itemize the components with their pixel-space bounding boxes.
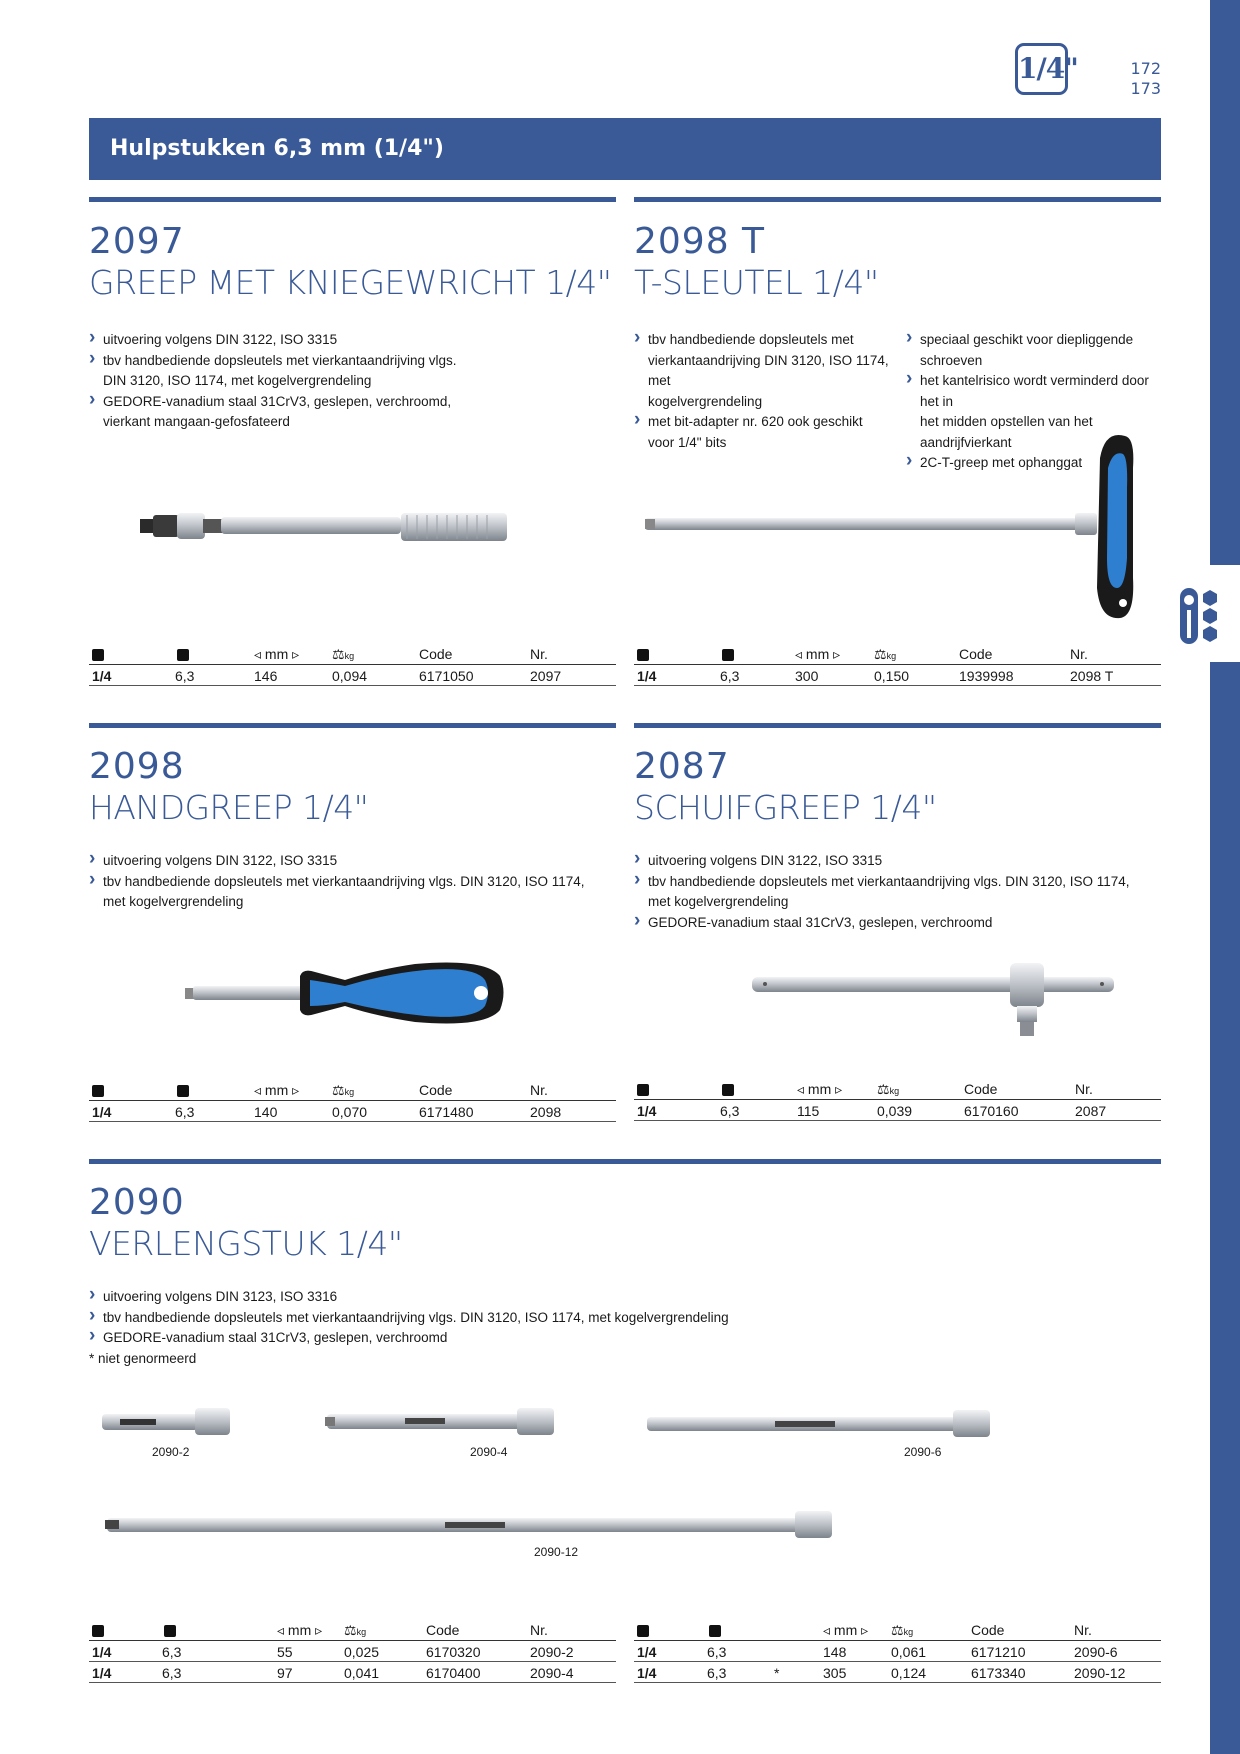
product-number: 2098 T — [634, 221, 766, 262]
extension-2090-2-image — [100, 1405, 235, 1437]
product-number: 2097 — [89, 221, 185, 262]
feature-item: › tbv handbediende dopsleutels met vierkantaandrijving vlgs. DIN 3120, ISO 1174, — [634, 872, 1161, 893]
feature-item: › GEDORE-vanadium staal 31CrV3, geslepen, verchroomd — [89, 1328, 989, 1349]
feature-item-cont: met kogelvergrendeling — [103, 894, 244, 909]
size-badge: 1/4" — [1015, 43, 1068, 95]
tool-label: 2090-4 — [470, 1445, 508, 1459]
feature-item-cont: DIN 3120, ISO 1174, met kogelvergrendeling — [103, 373, 372, 388]
feature-item: › 2C-T-greep met ophanggat — [906, 453, 1168, 474]
feature-list — [89, 330, 609, 433]
square-size-icon — [177, 1085, 189, 1097]
code-header: Code — [971, 1622, 1005, 1638]
feature-item: › uitvoering volgens DIN 3122, ISO 3315 — [89, 330, 609, 351]
knuckle-handle-image — [135, 505, 515, 549]
table-row: 1/4 6,3 115 0,039 6170160 2087 — [634, 1100, 1161, 1121]
weight-icon: ⚖kg — [877, 1081, 900, 1097]
product-number: 2090 — [89, 1182, 185, 1223]
square-size-icon — [722, 1084, 734, 1096]
spec-table — [89, 1079, 616, 1122]
tool-label: 2090-12 — [534, 1545, 579, 1559]
tool-label: 2090-6 — [904, 1445, 942, 1459]
section-rule — [89, 1159, 1161, 1164]
feature-item-cont: vierkant mangaan-gefosfateerd — [103, 414, 290, 429]
nr-header: Nr. — [1074, 1622, 1092, 1638]
code-header: Code — [419, 646, 453, 662]
table-row: 1/4 6,3 55 0,025 6170320 2090-2 — [89, 1641, 616, 1662]
screwdriver-handle-image — [185, 958, 505, 1028]
t-handle-image — [645, 428, 1135, 628]
table-row: 1/4 6,3 140 0,070 6171480 2098 — [89, 1101, 616, 1122]
footnote: * niet genormeerd — [89, 1350, 197, 1366]
product-title: VERLENGSTUK 1/4" — [89, 1224, 403, 1263]
feature-item: › tbv handbediende dopsleutels met — [634, 330, 899, 351]
nr-header: Nr. — [530, 1622, 548, 1638]
code-header: Code — [419, 1082, 453, 1098]
feature-list — [634, 851, 1161, 933]
page-number: 173 — [1130, 79, 1161, 98]
spec-table — [634, 1619, 1161, 1683]
square-drive-icon — [92, 1085, 104, 1097]
square-size-icon — [177, 649, 189, 661]
feature-item-cont: vierkantaandrijving DIN 3120, ISO 1174, met — [648, 352, 889, 388]
ratchet-hex-icon — [1178, 588, 1222, 644]
table-row: 1/4 6,3 * 305 0,124 6173340 2090-12 — [634, 1662, 1161, 1683]
extension-2090-12-image — [105, 1508, 835, 1540]
table-header: ◃ mm ▹ ⚖kg Code Nr. — [634, 1078, 1161, 1100]
extension-2090-4-image — [325, 1405, 560, 1437]
weight-icon: ⚖kg — [332, 646, 355, 662]
nr-header: Nr. — [530, 1082, 548, 1098]
table-header: ◃ mm ▹ ⚖kg Code Nr. — [89, 1079, 616, 1101]
nr-header: Nr. — [1070, 646, 1088, 662]
square-size-icon — [164, 1625, 176, 1637]
section-rule — [634, 197, 1161, 202]
feature-list — [89, 1287, 989, 1369]
extension-2090-6-image — [645, 1407, 995, 1439]
feature-item: › speciaal geschikt voor diepliggende schroeven — [906, 330, 1168, 371]
spec-table — [634, 643, 1161, 686]
weight-icon: ⚖kg — [332, 1082, 355, 1098]
table-row: 1/4 6,3 148 0,061 6171210 2090-6 — [634, 1641, 1161, 1662]
code-header: Code — [959, 646, 993, 662]
feature-item-cont: kogelvergrendeling — [648, 393, 763, 409]
feature-item: › het kantelrisico wordt verminderd door het in — [906, 371, 1168, 412]
square-size-icon — [709, 1625, 721, 1637]
feature-item: › uitvoering volgens DIN 3122, ISO 3315 — [634, 851, 1161, 872]
square-drive-icon — [637, 1084, 649, 1096]
spec-table — [89, 643, 616, 686]
feature-item: › tbv handbediende dopsleutels met vierkantaandrijving vlgs. DIN 3120, ISO 1174, met kogelvergrendeling — [89, 1308, 989, 1329]
nr-header: Nr. — [530, 646, 548, 662]
square-drive-icon — [637, 1625, 649, 1637]
feature-item: › uitvoering volgens DIN 3123, ISO 3316 — [89, 1287, 989, 1308]
feature-item: › met bit-adapter nr. 620 ook geschikt — [634, 412, 899, 433]
table-header: ◃ mm ▹ ⚖kg Code Nr. — [634, 643, 1161, 665]
page-title: Hulpstukken 6,3 mm (1/4") — [89, 118, 1161, 180]
feature-item: › GEDORE-vanadium staal 31CrV3, geslepen, verchroomd — [634, 913, 1161, 934]
side-tab-bar-lower — [1210, 662, 1240, 1754]
feature-item: › GEDORE-vanadium staal 31CrV3, geslepen, verchroomd, — [89, 392, 609, 413]
nr-header: Nr. — [1075, 1081, 1093, 1097]
product-title: T-SLEUTEL 1/4" — [634, 263, 879, 302]
table-header: ◃ mm ▹ ⚖kg Code Nr. — [634, 1619, 1161, 1641]
feature-item-cont: het midden opstellen van het aandrijfvierkant — [920, 414, 1093, 450]
section-rule — [634, 723, 1161, 728]
square-drive-icon — [92, 1625, 104, 1637]
code-header: Code — [964, 1081, 998, 1097]
feature-item: › tbv handbediende dopsleutels met vierkantaandrijving vlgs. — [89, 351, 609, 372]
page-number: 172 — [1130, 59, 1161, 78]
weight-icon: ⚖kg — [344, 1622, 367, 1638]
tool-label: 2090-2 — [152, 1445, 190, 1459]
table-row: 1/4 6,3 97 0,041 6170400 2090-4 — [89, 1662, 616, 1683]
square-drive-icon — [92, 649, 104, 661]
side-tab-bar — [1210, 0, 1240, 565]
product-title: GREEP MET KNIEGEWRICHT 1/4" — [89, 263, 612, 302]
spec-table — [89, 1619, 616, 1683]
feature-item-cont: voor 1/4" bits — [648, 434, 727, 450]
product-number: 2098 — [89, 746, 185, 787]
product-number: 2087 — [634, 746, 730, 787]
page-numbers — [1125, 59, 1161, 99]
feature-item: › tbv handbediende dopsleutels met vierkantaandrijving vlgs. DIN 3120, ISO 1174, — [89, 872, 616, 893]
weight-icon: ⚖kg — [874, 646, 897, 662]
table-row: 1/4 6,3 146 0,094 6171050 2097 — [89, 665, 616, 686]
table-row: 1/4 6,3 300 0,150 1939998 2098 T — [634, 665, 1161, 686]
product-title: SCHUIFGREEP 1/4" — [634, 788, 937, 827]
feature-list — [89, 851, 616, 913]
code-header: Code — [426, 1622, 460, 1638]
feature-item-cont: met kogelvergrendeling — [648, 894, 789, 909]
square-drive-icon — [637, 649, 649, 661]
spec-table — [634, 1078, 1161, 1121]
weight-icon: ⚖kg — [891, 1622, 914, 1638]
section-rule — [89, 723, 616, 728]
product-title: HANDGREEP 1/4" — [89, 788, 369, 827]
feature-item: › uitvoering volgens DIN 3122, ISO 3315 — [89, 851, 616, 872]
table-header: ◃ mm ▹ ⚖kg Code Nr. — [89, 1619, 616, 1641]
table-header: ◃ mm ▹ ⚖kg Code Nr. — [89, 643, 616, 665]
square-size-icon — [722, 649, 734, 661]
section-rule — [89, 197, 616, 202]
sliding-t-bar-image — [750, 960, 1120, 1048]
